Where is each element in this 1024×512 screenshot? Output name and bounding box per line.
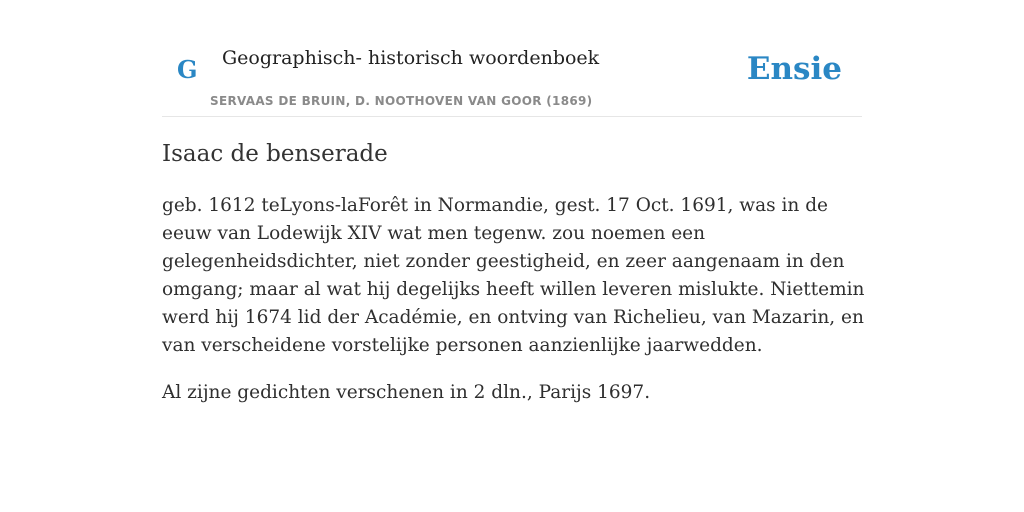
header	[162, 0, 862, 117]
entry-paragraph: geb. 1612 teLyons-laForêt in Normandie, gest. 17 Oct. 1691, was in de eeuw van Lodewijk XIV wat men tegenw. zou noemen een gelegenheidsdichter, niet zonder geestigheid, en zeer aangenaam in den omgang; maar al wat hij degelijks heeft willen leveren mislukte. Niettemin werd hij 1674 lid der Académie, en ontving van Richelieu, van Mazarin, en van verscheidene vorstelijke personen aanzienlijke jaarwedden.	[162, 195, 865, 356]
book-title[interactable]: Geographisch- historisch woordenboek	[222, 47, 600, 69]
book-author: SERVAAS DE BRUIN, D. NOOTHOVEN VAN GOOR (1869)	[210, 94, 593, 108]
ensie-logo[interactable]: Ensie	[746, 51, 842, 87]
entry-paragraph: Al zijne gedichten verschenen in 2 dln., Parijs 1697.	[162, 382, 651, 403]
page-container	[162, 0, 865, 403]
book-logo-icon[interactable]: G	[177, 55, 198, 84]
entry-title: Isaac de benserade	[162, 141, 388, 167]
